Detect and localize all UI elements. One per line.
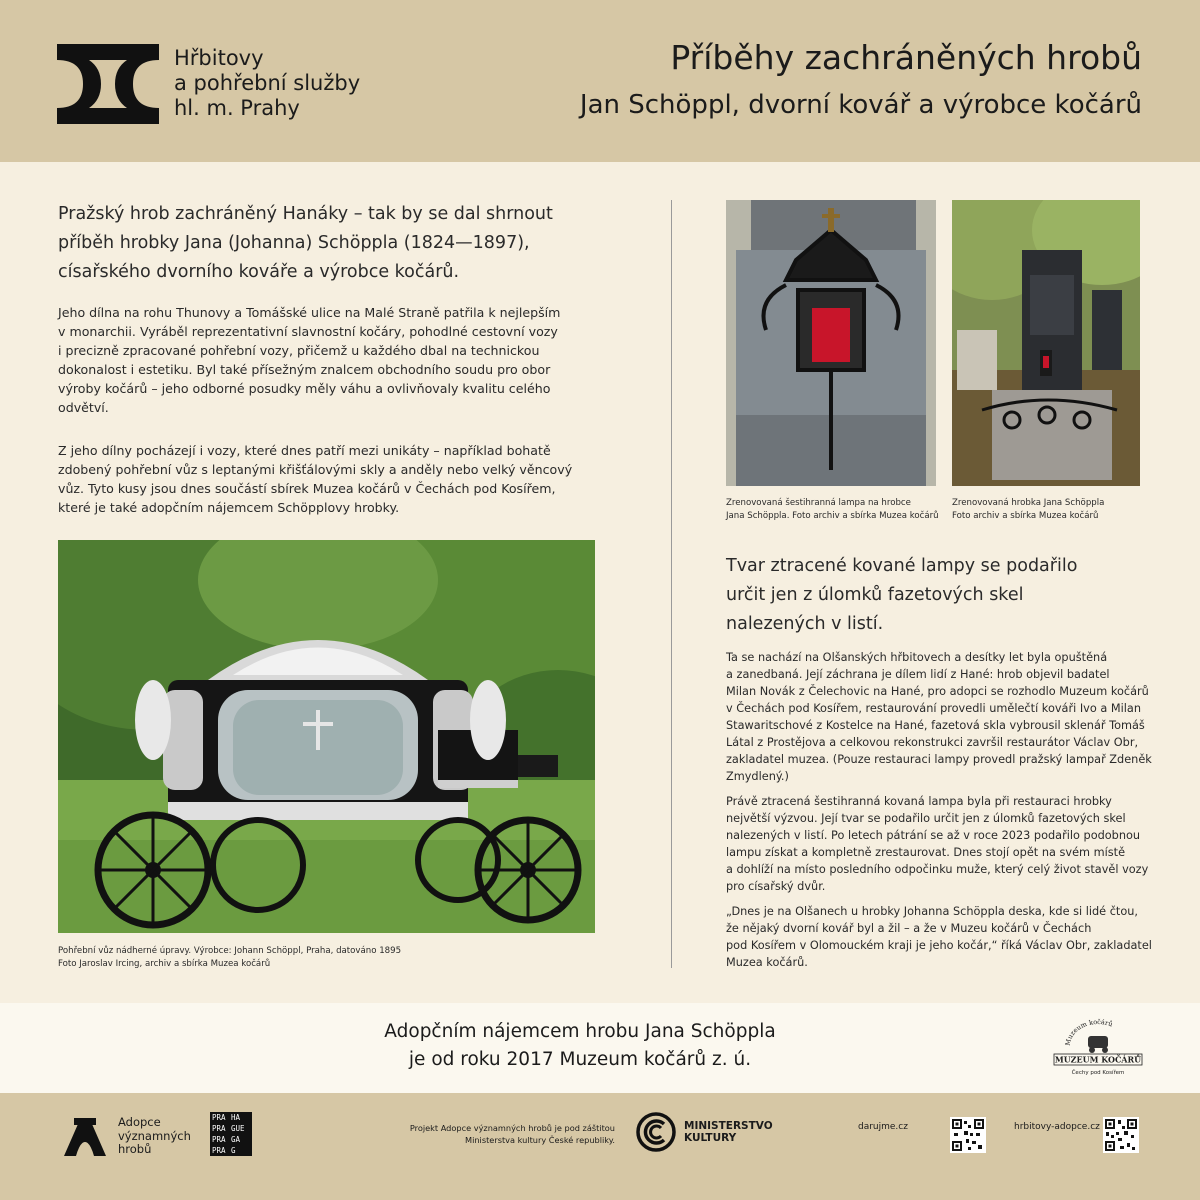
praha-logo-text: PRA (212, 1124, 226, 1133)
adopce-line: hrobů (118, 1142, 152, 1156)
svg-text:MUZEUM KOČÁRŮ: MUZEUM KOČÁRŮ (1054, 1054, 1142, 1065)
project-patronage-note (405, 1122, 615, 1146)
praha-logo-text: HA (231, 1113, 241, 1122)
lead-paragraph (58, 200, 618, 287)
restored-grave-photo (952, 200, 1140, 486)
adopce-line: Adopce (118, 1115, 161, 1129)
page-title: Příběhy zachráněných hrobů (670, 38, 1142, 77)
text-line: lampu získat a kompletně zrestaurovat. Dnes stojí opět na svém místě (726, 846, 1126, 859)
text-line: pro císařský dvůr. (726, 880, 826, 893)
org-name-line: a pohřební služby (174, 71, 361, 95)
text-line: Látal z Prostějova a celkovou rekonstrukci završil restaurátor Václav Obr, (726, 736, 1139, 749)
praha-logo-text: GUE (231, 1124, 245, 1133)
text-line: vůz. Tyto kusy jsou dnes součástí sbírek Muzea kočárů v Čechách pod Kosířem, (58, 481, 556, 496)
adopce-program-name (118, 1116, 191, 1157)
text-line: největší výzvou. Její tvar se podařilo určit jen z úlomků fazetových skel (726, 812, 1126, 825)
text-line: pod Kosířem v Olomouckém kraji je jeho kočár,“ říká Václav Obr, zakladatel (726, 939, 1152, 952)
hrbitovy-adopce-qr-code-icon[interactable] (1103, 1117, 1139, 1153)
ministry-of-culture-name (684, 1120, 773, 1144)
text-line: výroby kočárů – jeho odborné posudky měly váhu a ovlivňovaly kvalitu celého (58, 381, 551, 396)
grave-photo-caption (952, 497, 1104, 522)
column-divider (671, 200, 672, 968)
adopter-line: Adopčním nájemcem hrobu Jana Schöppla (384, 1021, 776, 1042)
cemetery-logo-icon (57, 44, 159, 124)
org-name-line: hl. m. Prahy (174, 96, 300, 120)
text-line: zakladatel muzea. (Pouze restauraci lampy provedl pražský lampař Zdeněk (726, 753, 1152, 766)
praha-logo-text: PRA (212, 1113, 226, 1122)
section-subheading (726, 552, 1146, 639)
caption-line: Foto archiv a sbírka Muzea kočárů (952, 510, 1099, 521)
ministry-of-culture-logo-icon (636, 1112, 676, 1152)
praha-logo-text: G (231, 1146, 236, 1155)
funeral-carriage-photo (58, 540, 595, 933)
text-line: v Čechách pod Kosířem, restaurování provedli umělečtí kováři Ivo a Milan (726, 702, 1141, 715)
carriage-photo-caption (58, 945, 401, 970)
lamp-photo-caption (726, 497, 939, 522)
text-line: v monarchii. Vyráběl reprezentativní slavnostní kočáry, pohodlné cestovní vozy (58, 324, 558, 339)
svg-text:Muzeum kočárů: Muzeum kočárů (1063, 1017, 1114, 1047)
text-line: dokonalost i estetiku. Byl také přísežným znalcem obchodního soudu pro obor (58, 362, 551, 377)
text-line: zdobený pohřební vůz s leptanými křišťálovými skly a anděly nebo velký věncový (58, 462, 573, 477)
text-line: Právě ztracená šestihranná kovaná lampa byla při restauraci hrobky (726, 795, 1112, 808)
text-line: které je také adopčním nájemcem Schöpplovy hrobky. (58, 500, 400, 515)
subheading-line: Tvar ztracené kované lampy se podařilo (726, 556, 1078, 576)
org-name-line: Hřbitovy (174, 46, 264, 70)
text-line: Z jeho dílny pocházejí i vozy, které dnes patří mezi unikáty – například bohatě (58, 443, 551, 458)
text-line: Milan Novák z Čelechovic na Hané, pro adopci se rozhodlo Muzeum kočárů (726, 685, 1149, 698)
text-line: a dohlíží na místo posledního odpočinku muže, který celý život stavěl vozy (726, 863, 1149, 876)
text-line: odvětví. (58, 400, 109, 415)
text-line: nalezených v listí. Po letech pátrání se až v roce 2023 podařilo podobnou (726, 829, 1141, 842)
body-paragraph-lamp (726, 793, 1149, 895)
project-line: Projekt Adopce významných hrobů je pod záštitou (409, 1123, 615, 1133)
text-line: „Dnes je na Olšanech u hrobky Johanna Schöppla deska, kde si lidé čtou, (726, 905, 1139, 918)
text-line: a zanedbaná. Její záchrana je dílem lidí z Hané: hrob objevil badatel (726, 668, 1110, 681)
lead-line: Pražský hrob zachráněný Hanáky – tak by se dal shrnout (58, 204, 553, 224)
text-line: Jeho dílna na rohu Thunovy a Tomášské ulice na Malé Straně patřila k nejlepším (58, 305, 561, 320)
text-line: že nějaký dvorní kovář byl a žil – a že v Muzeu kočárů v Čechách (726, 922, 1092, 935)
caption-line: Jana Schöppla. Foto archiv a sbírka Muzea kočárů (726, 510, 939, 521)
project-line: Ministerstva kultury České republiky. (465, 1135, 615, 1145)
praha-logo (210, 1112, 252, 1156)
body-paragraph-carriages (58, 441, 598, 517)
caption-line: Foto Jaroslav Ircing, archiv a sbírka Muzea kočárů (58, 958, 271, 969)
adopter-line: je od roku 2017 Muzeum kočárů z. ú. (408, 1049, 752, 1070)
museum-logo-icon (1048, 1016, 1148, 1080)
page-subtitle: Jan Schöppl, dvorní kovář a výrobce kočárů (579, 90, 1142, 120)
org-name (174, 46, 360, 121)
praha-logo-text: PRA (212, 1146, 226, 1155)
ministry-line: MINISTERSTVO (684, 1120, 773, 1132)
body-paragraph-quote (726, 903, 1152, 971)
body-paragraph-rescue (726, 649, 1152, 785)
body-paragraph-workshop (58, 303, 598, 417)
caption-line: Pohřební vůz nádherné úpravy. Výrobce: Johann Schöppl, Praha, datováno 1895 (58, 946, 402, 956)
adopter-statement (0, 1018, 1160, 1074)
restored-lamp-photo (726, 200, 936, 486)
text-line: Stawaritschové z Kostelce na Hané, fazetová skla vybrousil sklenář Tomáš (726, 719, 1145, 732)
lead-line: příběh hrobky Jana (Johanna) Schöppla (1824—1897), (58, 233, 530, 253)
adopce-logo-icon (60, 1116, 110, 1156)
text-line: Zmydlený.) (726, 770, 789, 783)
praha-logo-text: PRA (212, 1135, 226, 1144)
lead-line: císařského dvorního kováře a výrobce kočárů. (58, 262, 460, 282)
svg-text:Čechy pod Kosířem: Čechy pod Kosířem (1071, 1070, 1125, 1076)
text-line: Muzea kočárů. (726, 956, 808, 969)
darujme-link[interactable]: darujme.cz (858, 1122, 908, 1132)
subheading-line: nalezených v listí. (726, 614, 884, 634)
hrbitovy-adopce-link[interactable]: hrbitovy-adopce.cz (1014, 1122, 1100, 1132)
text-line: i precizně zpracované pohřební vozy, přičemž u každého dbal na technickou (58, 343, 540, 358)
caption-line: Zrenovovaná šestihranná lampa na hrobce (726, 498, 911, 508)
adopce-line: významných (118, 1128, 191, 1143)
praha-logo-text: GA (231, 1135, 241, 1144)
caption-line: Zrenovovaná hrobka Jana Schöppla (952, 498, 1105, 508)
subheading-line: určit jen z úlomků fazetových skel (726, 585, 1024, 605)
text-line: Ta se nachází na Olšanských hřbitovech a desítky let byla opuštěná (726, 651, 1108, 664)
ministry-line: KULTURY (684, 1132, 737, 1144)
darujme-qr-code-icon[interactable] (950, 1117, 986, 1153)
